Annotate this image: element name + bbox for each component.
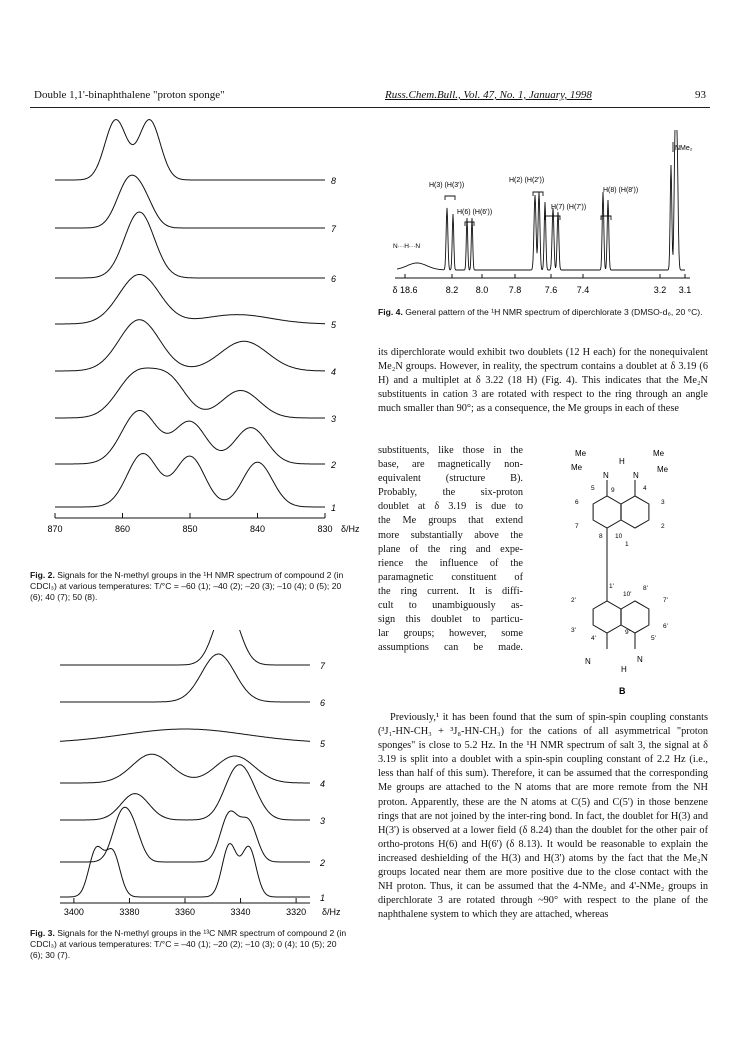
fig3-tick-label: 3340 xyxy=(230,907,251,915)
narrow-line: the ring current. It is diffi- xyxy=(378,585,523,597)
fig2-trace-label: 8 xyxy=(331,176,337,186)
structure-atom-label: 2' xyxy=(571,597,576,604)
structure-atom-label: 10' xyxy=(623,591,632,598)
narrow-line: substituents, like those in the xyxy=(378,445,523,456)
figure-4 xyxy=(375,130,710,305)
structure-atom-label: 8 xyxy=(599,533,603,540)
structure-atom-label: 2 xyxy=(661,523,665,530)
fig2-trace-label: 2 xyxy=(331,460,337,470)
narrow-line: more substantially above the xyxy=(378,529,523,541)
narrow-line: the Me groups that extend xyxy=(378,515,523,527)
structure-atom-label: 10 xyxy=(615,533,623,540)
fig3-tick-label: 3320 xyxy=(286,907,307,915)
ring xyxy=(593,496,621,528)
figure-2-spectra xyxy=(30,118,360,558)
fig4-tick-label: 8.2 xyxy=(445,285,459,295)
structure-atom-label: 6 xyxy=(575,499,579,506)
journal-citation: Russ.Chem.Bull., Vol. 47, No. 1, January, 1998 xyxy=(385,89,592,101)
fig3-trace-label: 1 xyxy=(320,893,326,903)
narrow-line: base, are magnetically non- xyxy=(378,459,523,471)
structure-atom-label: 5 xyxy=(591,485,595,492)
structure-atom-label: N xyxy=(637,655,643,664)
figure-2 xyxy=(30,118,360,558)
fig3-axis-unit: δ/Hz xyxy=(322,907,341,915)
paragraph-1: its diperchlorate would exhibit two doublets (12 H each) for the nonequivalent Me₂N groups. However, in reality, the spectrum contains a doublet at δ 3.19 (6 H) and a multiplet at δ 3.22 (18 H) (Fig. 4). This indicates that the Me₂N substituents in cation 3 are rotated with respect to the ring through an angle much smaller than 90°; as a consequence, the Me groups in each of these xyxy=(378,347,708,415)
fig3-trace-label: 7 xyxy=(320,661,326,671)
structure-atom-label: H xyxy=(621,665,627,674)
fig2-trace-label: 6 xyxy=(331,274,337,284)
fig3-tick-label: 3380 xyxy=(119,907,140,915)
fig3-trace xyxy=(60,654,310,702)
fig3-trace xyxy=(60,630,310,665)
structure-atom-label: 5' xyxy=(651,635,656,642)
fig4-tick-label: 7.4 xyxy=(576,285,590,295)
body-paragraph-1 xyxy=(378,346,708,416)
figure-3-caption-label: Fig. 3. xyxy=(30,928,55,938)
structure-b xyxy=(545,442,715,702)
structure-atom-label: 6' xyxy=(663,623,668,630)
peak-label-h2: H(2) (H(2')) xyxy=(509,177,545,184)
figure-2-caption xyxy=(30,570,350,603)
ring xyxy=(593,601,621,633)
structure-b-drawing xyxy=(545,442,715,702)
figure-4-caption xyxy=(378,307,708,318)
structure-atom-label: 9' xyxy=(625,629,630,636)
structure-atom-label: N xyxy=(633,471,639,480)
narrow-line: paramagnetic constituent of xyxy=(378,571,523,583)
narrow-line: plane of the ring and expe- xyxy=(378,543,523,555)
structure-atom-label: Me xyxy=(653,449,665,458)
peak-label-nme2: NMe₂ xyxy=(675,145,693,152)
fig2-tick-label: 850 xyxy=(182,524,198,534)
fig2-trace-label: 7 xyxy=(331,224,337,234)
narrow-line: equivalent (structure B). xyxy=(378,473,523,485)
fig2-tick-label: 830 xyxy=(317,524,333,534)
narrow-line: Probably, the six-proton xyxy=(378,487,523,499)
narrow-line: sign this doublet to particu- xyxy=(378,614,523,626)
figure-3-caption-text: Signals for the N-methyl groups in the ¹³C NMR spectrum of compound 2 (in CDCl₃) at various temperatures: T/°C = –40 (1); –20 (2); –10 (3); 0 (4); 10 (5); 20 (6); 30 (7). xyxy=(30,928,347,960)
structure-atom-label: 1' xyxy=(609,583,614,590)
fig3-trace xyxy=(60,765,310,820)
figure-4-spectrum xyxy=(375,130,710,305)
fig4-bracket xyxy=(445,196,455,200)
page-number: 93 xyxy=(695,89,706,101)
paragraph-2: Previously,¹ it has been found that the sum of spin-spin coupling constants (³J₁-HN-CH₃ + ³J₈-HN-CH₃) for the cations of all asymmetrical "proton sponges" is close to 5.2 Hz. In the ¹H NMR spectrum of salt 3, the signal at δ 3.19 is split into a doublet with a spin-spin coupling constant of 2.2 Hz (i.e., less than half of this sum). Therefore, it can be assumed that the corresponding Me groups are attached to the N atoms that are more remote from the NH proton. Apparently, these are the N atoms at C(5) and C(5') in those benzene rings that are not joined by the inter-ring bond. In fact, the doublet for H(3) and H(3') is observed at a lower field (δ 8.24) than the doublet for the other pair of ortho-protons H(6) and H(6') (δ 8.13). It would be reasonable to explain the increased deshielding of the H(3) and H(3') atoms by the fact that the Me₂N groups located near them are more positive due to the close contact with the NH proton. Thus, it can be assumed that the 4-NMe₂ and 4'-NMe₂ groups in diperchlorate 3 are rotated through ~90° with respect to the plane of the naphthalene system to which they are attached, whereas xyxy=(378,712,708,921)
fig2-axis-unit: δ/Hz xyxy=(341,524,360,534)
fig4-tick-label: 3.2 xyxy=(653,285,667,295)
fig2-tick-label: 860 xyxy=(114,524,131,534)
structure-atom-label: 3 xyxy=(661,499,665,506)
figure-3-spectra xyxy=(30,630,360,915)
running-head xyxy=(30,89,710,108)
fig4-tick-label: 7.8 xyxy=(508,285,522,295)
peak-label-nhn: N···H···N xyxy=(393,243,421,250)
fig4-tick-label: δ 18.6 xyxy=(392,285,418,295)
fig3-trace-label: 4 xyxy=(320,779,326,789)
fig3-tick-label: 3360 xyxy=(174,907,196,915)
narrow-line: cult to unambiguously as- xyxy=(378,600,523,612)
fig2-trace xyxy=(55,212,325,278)
fig4-trace xyxy=(397,130,685,270)
fig2-trace xyxy=(55,275,325,325)
narrow-line: rience the influence of the xyxy=(378,557,523,569)
fig2-trace xyxy=(55,175,325,228)
fig2-trace-label: 5 xyxy=(331,320,337,330)
structure-atom-label: N xyxy=(585,657,591,666)
figure-3 xyxy=(30,630,360,915)
narrow-line: lar groups; however, some xyxy=(378,628,523,640)
structure-atom-label: 4' xyxy=(591,635,596,642)
fig2-tick-label: 840 xyxy=(249,524,266,534)
structure-atom-label: 7 xyxy=(575,523,579,530)
fig3-trace-label: 2 xyxy=(320,858,326,868)
fig3-trace-label: 6 xyxy=(320,698,326,708)
structure-atom-label: H xyxy=(619,457,625,466)
fig4-tick-label: 8.0 xyxy=(475,285,489,295)
fig3-trace-label: 3 xyxy=(320,816,326,826)
fig2-trace-label: 3 xyxy=(331,414,337,424)
narrow-line: doublet at δ 3.19 is due to xyxy=(378,501,523,513)
body-narrow-column xyxy=(378,444,523,655)
fig3-trace xyxy=(60,844,310,898)
structure-atom-label: N xyxy=(603,471,609,480)
ring xyxy=(621,496,649,528)
fig3-trace xyxy=(60,754,310,783)
structure-atom-label: 3' xyxy=(571,627,576,634)
running-head-title: Double 1,1'-binaphthalene "proton sponge" xyxy=(34,89,225,101)
fig2-tick-label: 870 xyxy=(47,524,63,534)
peak-label-h8: H(8) (H(8')) xyxy=(603,187,639,194)
figure-2-caption-label: Fig. 2. xyxy=(30,570,55,580)
fig3-trace-label: 5 xyxy=(320,739,326,749)
fig2-trace xyxy=(55,320,325,371)
fig3-tick-label: 3400 xyxy=(63,907,84,915)
body-paragraph-2 xyxy=(378,711,708,922)
fig2-trace-label: 1 xyxy=(331,503,337,513)
fig3-trace xyxy=(60,729,310,741)
fig2-trace xyxy=(55,120,325,181)
figure-2-caption-text: Signals for the N-methyl groups in the ¹H NMR spectrum of compound 2 (in CDCl₃) at various temperatures: T/°C = –60 (1); –40 (2); –20 (3); –10 (4); 0 (5); 20 (6); 40 (7); 50 (8). xyxy=(30,570,344,602)
structure-atom-label: Me xyxy=(571,463,583,472)
structure-atom-label: Me xyxy=(657,465,669,474)
fig4-tick-label: 3.1 xyxy=(678,285,692,295)
structure-atom-label: 7' xyxy=(663,597,668,604)
narrow-line: assumptions can be made. xyxy=(378,642,523,654)
peak-label-h7: H(7) (H(7')) xyxy=(551,204,587,211)
structure-atom-label: 1 xyxy=(625,541,629,548)
structure-atom-label: 9 xyxy=(611,487,615,494)
figure-4-caption-text: General pattern of the ¹H NMR spectrum of diperchlorate 3 (DMSO-d₆, 20 °C). xyxy=(405,307,703,317)
fig2-trace-label: 4 xyxy=(331,367,337,377)
structure-atom-label: 8' xyxy=(643,585,648,592)
structure-atom-label: 4 xyxy=(643,485,647,492)
fig4-tick-label: 7.6 xyxy=(544,285,558,295)
figure-3-caption xyxy=(30,928,350,961)
structure-atom-label: Me xyxy=(575,449,587,458)
fig4-bracket xyxy=(533,192,543,196)
figure-4-caption-label: Fig. 4. xyxy=(378,307,403,317)
peak-label-h6: H(6) (H(6')) xyxy=(457,209,493,216)
fig2-trace xyxy=(55,368,325,418)
structure-b-label: B xyxy=(619,686,626,696)
peak-label-h3: H(3) (H(3')) xyxy=(429,182,465,189)
